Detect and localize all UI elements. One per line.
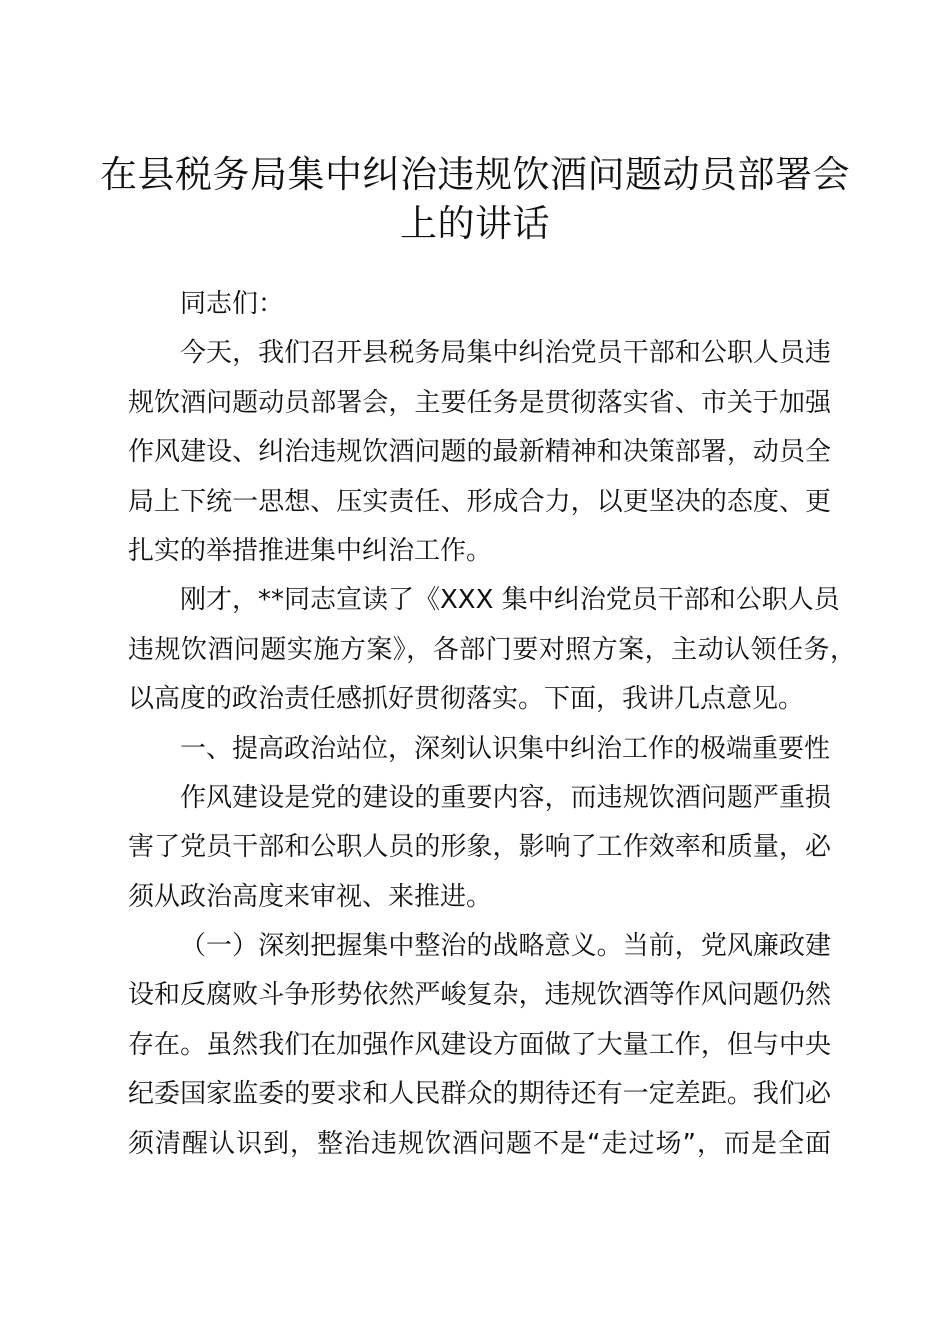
document-body	[128, 280, 856, 1169]
paragraph-line: 存在。虽然我们在加强作风建设方面做了大量工作，但与中央	[128, 1029, 831, 1060]
paragraph-line: 今天，我们召开县税务局集中纠治党员干部和公职人员违	[180, 338, 831, 369]
title-line-1: 在县税务局集中纠治违规饮酒问题动员部署会	[100, 153, 850, 196]
paragraph-1	[128, 329, 831, 576]
paragraph-line: 作风建设是党的建设的重要内容，而违规饮酒问题严重损	[180, 782, 831, 813]
document-title	[100, 150, 850, 249]
paragraph-line: 刚才，**同志宣读了《XXX 集中纠治党员干部和公职人员	[180, 585, 840, 616]
paragraph-line: 扎实的举措推进集中纠治工作。	[128, 535, 493, 566]
paragraph-line: 须清醒认识到，整治违规饮酒问题不是“走过场”，而是全面	[128, 1128, 831, 1159]
paragraph-line: 设和反腐败斗争形势依然严峻复杂，违规饮酒等作风问题仍然	[128, 980, 831, 1011]
paragraph-line: 以高度的政治责任感抓好贯彻落实。下面，我讲几点意见。	[128, 684, 805, 715]
salutation: 同志们：	[180, 289, 285, 319]
paragraph-line: 违规饮酒问题实施方案》，各部门要对照方案，主动认领任务，	[128, 634, 856, 665]
paragraph-line: 须从政治高度来审视、来推进。	[128, 881, 493, 912]
paragraph-line: 作风建设、纠治违规饮酒问题的最新精神和决策部署，动员全	[128, 437, 831, 468]
paragraph-line: 局上下统一思想、压实责任、形成合力，以更坚决的态度、更	[128, 486, 831, 517]
paragraph-3	[128, 774, 831, 922]
title-line-2: 上的讲话	[400, 202, 550, 246]
paragraph-line: （一）深刻把握集中整治的战略意义。当前，党风廉政建	[180, 931, 831, 962]
paragraph-line: 规饮酒问题动员部署会，主要任务是贯彻落实省、市关于加强	[128, 387, 831, 418]
paragraph-line: 纪委国家监委的要求和人民群众的期待还有一定差距。我们必	[128, 1079, 831, 1110]
paragraph-2	[128, 576, 856, 724]
section-heading: 一、提高政治站位，深刻认识集中纠治工作的极端重要性	[180, 733, 831, 764]
paragraph-line: 害了党员干部和公职人员的形象，影响了工作效率和质量，必	[128, 832, 831, 863]
paragraph-4	[128, 922, 831, 1169]
section-heading-1	[128, 725, 831, 774]
